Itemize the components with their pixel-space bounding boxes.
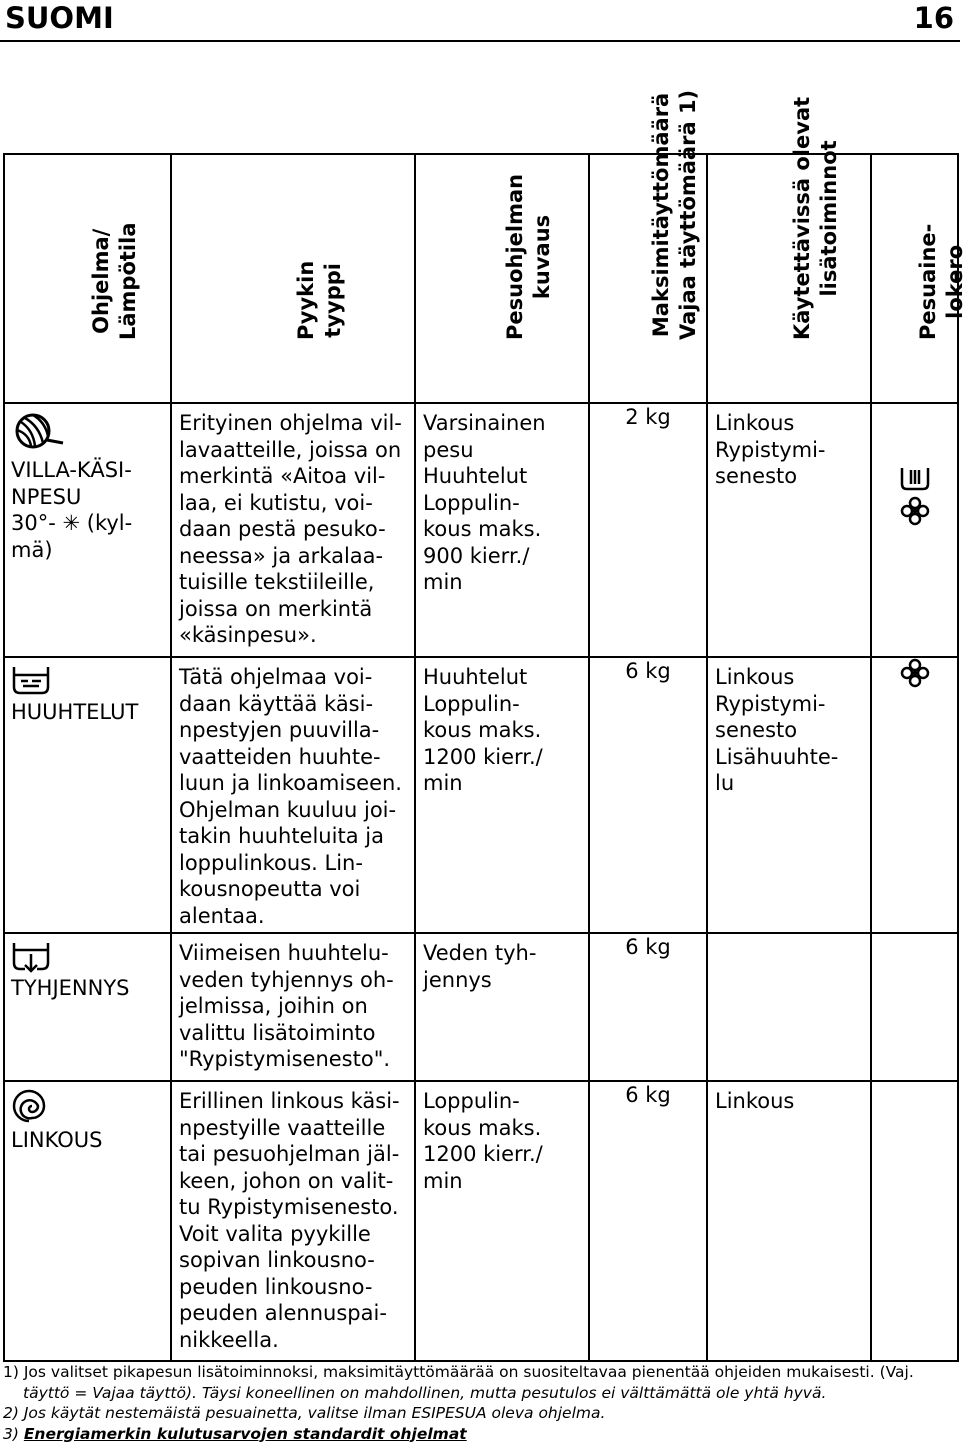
table-row <box>4 403 958 657</box>
drain-icon <box>11 940 51 972</box>
footnote-1-continued: täyttö = Vajaa täyttö). Täysi koneellinen on mahdollinen, mutta pesutulos ei välttämättä ole yhtä hyvä. <box>23 1383 827 1402</box>
col-header-drawer: Pesuaine- lokero <box>871 154 958 403</box>
description-cell: Huuhtelut Loppulin- kous maks. 1200 kierr./ min <box>415 657 589 933</box>
drawer-cell <box>871 403 958 657</box>
footnotes <box>3 1362 953 1444</box>
page-title: SUOMI <box>5 1 114 35</box>
rinse-icon <box>11 664 51 696</box>
options-cell: Linkous <box>707 1081 871 1361</box>
laundry-cell: Viimeisen huuhtelu- veden tyhjennys oh- jelmissa, joihin on valittu lisätoiminto "Rypistymisenesto". <box>171 933 415 1081</box>
col-header-load: Maksimitäyttömäärä Vajaa täyttömäärä 1) <box>589 154 707 403</box>
spin-icon <box>11 1088 47 1124</box>
program-cell: HUUHTELUT <box>4 657 171 933</box>
laundry-cell: Erityinen ohjelma vil- lavaatteille, joissa on merkintä «Aitoa vil- laa, ei kutistu, voi- daan pestä pesuko- neessa» ja arkalaa- tuisille tekstiileille, joissa on merkintä «käsinpesu». <box>171 403 415 657</box>
wool-hand-wash-icon <box>11 410 67 454</box>
softener-flower-icon <box>900 658 930 688</box>
description-cell: Veden tyh- jennys <box>415 933 589 1081</box>
options-cell <box>707 933 871 1081</box>
col-header-laundry: Pyykin tyyppi <box>171 154 415 403</box>
program-cell: LINKOUS <box>4 1081 171 1361</box>
description-cell: Varsinainen pesu Huuhtelut Loppulin- kous maks. 900 kierr./ min <box>415 403 589 657</box>
options-cell: Linkous Rypistymi- senesto Lisähuuhte- lu <box>707 657 871 933</box>
program-cell: TYHJENNYS <box>4 933 171 1081</box>
drawer-cell <box>871 1081 958 1361</box>
drawer-cell <box>871 657 958 933</box>
load-cell: 2 kg <box>589 403 707 657</box>
load-cell: 6 kg <box>589 657 707 933</box>
load-cell: 6 kg <box>589 933 707 1081</box>
footnote-2: 2) Jos käytät nestemäistä pesuainetta, valitse ilman ESIPESUA oleva ohjelma. <box>3 1404 606 1422</box>
laundry-cell: Tätä ohjelmaa voi- daan käyttää käsi- npestyjen puuvilla- vaatteiden huuhte- luun ja linkoamiseen. Ohjelman kuuluu joi- takin huuhteluita ja loppulinkous. Lin- kousnopeutta voi alentaa. <box>171 657 415 933</box>
table-row <box>4 1081 958 1361</box>
col-header-description: Pesuohjelman kuvaus <box>415 154 589 403</box>
footnote-1: 1) Jos valitset pikapesun lisätoiminnoksi, maksimitäyttömäärää on suositeltavaa pienentää ohjeiden mukaisesti. (Vaj. <box>3 1363 914 1381</box>
page-header <box>0 0 960 42</box>
table-row <box>4 657 958 933</box>
footnote-3: 3) Energiamerkin kulutusarvojen standardit ohjelmat <box>3 1424 467 1443</box>
table-row <box>4 933 958 1081</box>
description-cell: Loppulin- kous maks. 1200 kierr./ min <box>415 1081 589 1361</box>
col-header-options: Käytettävissä olevat lisätoiminnot <box>707 154 871 403</box>
program-cell: VILLA-KÄSI- NPESU 30°- ✳ (kyl- mä) <box>4 403 171 657</box>
load-cell: 6 kg <box>589 1081 707 1361</box>
program-table <box>3 89 967 1362</box>
drawer-cell <box>871 933 958 1081</box>
page-number: 16 <box>913 1 954 35</box>
softener-flower-icon <box>900 496 930 526</box>
main-wash-compartment-icon <box>898 464 932 492</box>
options-cell: Linkous Rypistymi- senesto <box>707 403 871 657</box>
col-header-program: Ohjelma/ Lämpötila <box>4 154 171 403</box>
laundry-cell: Erillinen linkous käsi- npestyille vaatteille tai pesuohjelman jäl- keen, johon on valit- tu Rypistymisenesto. Voit valita pyykille sopivan linkousno- peuden linkousno- peuden alennuspai- nikkeella. <box>171 1081 415 1361</box>
table-header-row <box>4 154 958 403</box>
